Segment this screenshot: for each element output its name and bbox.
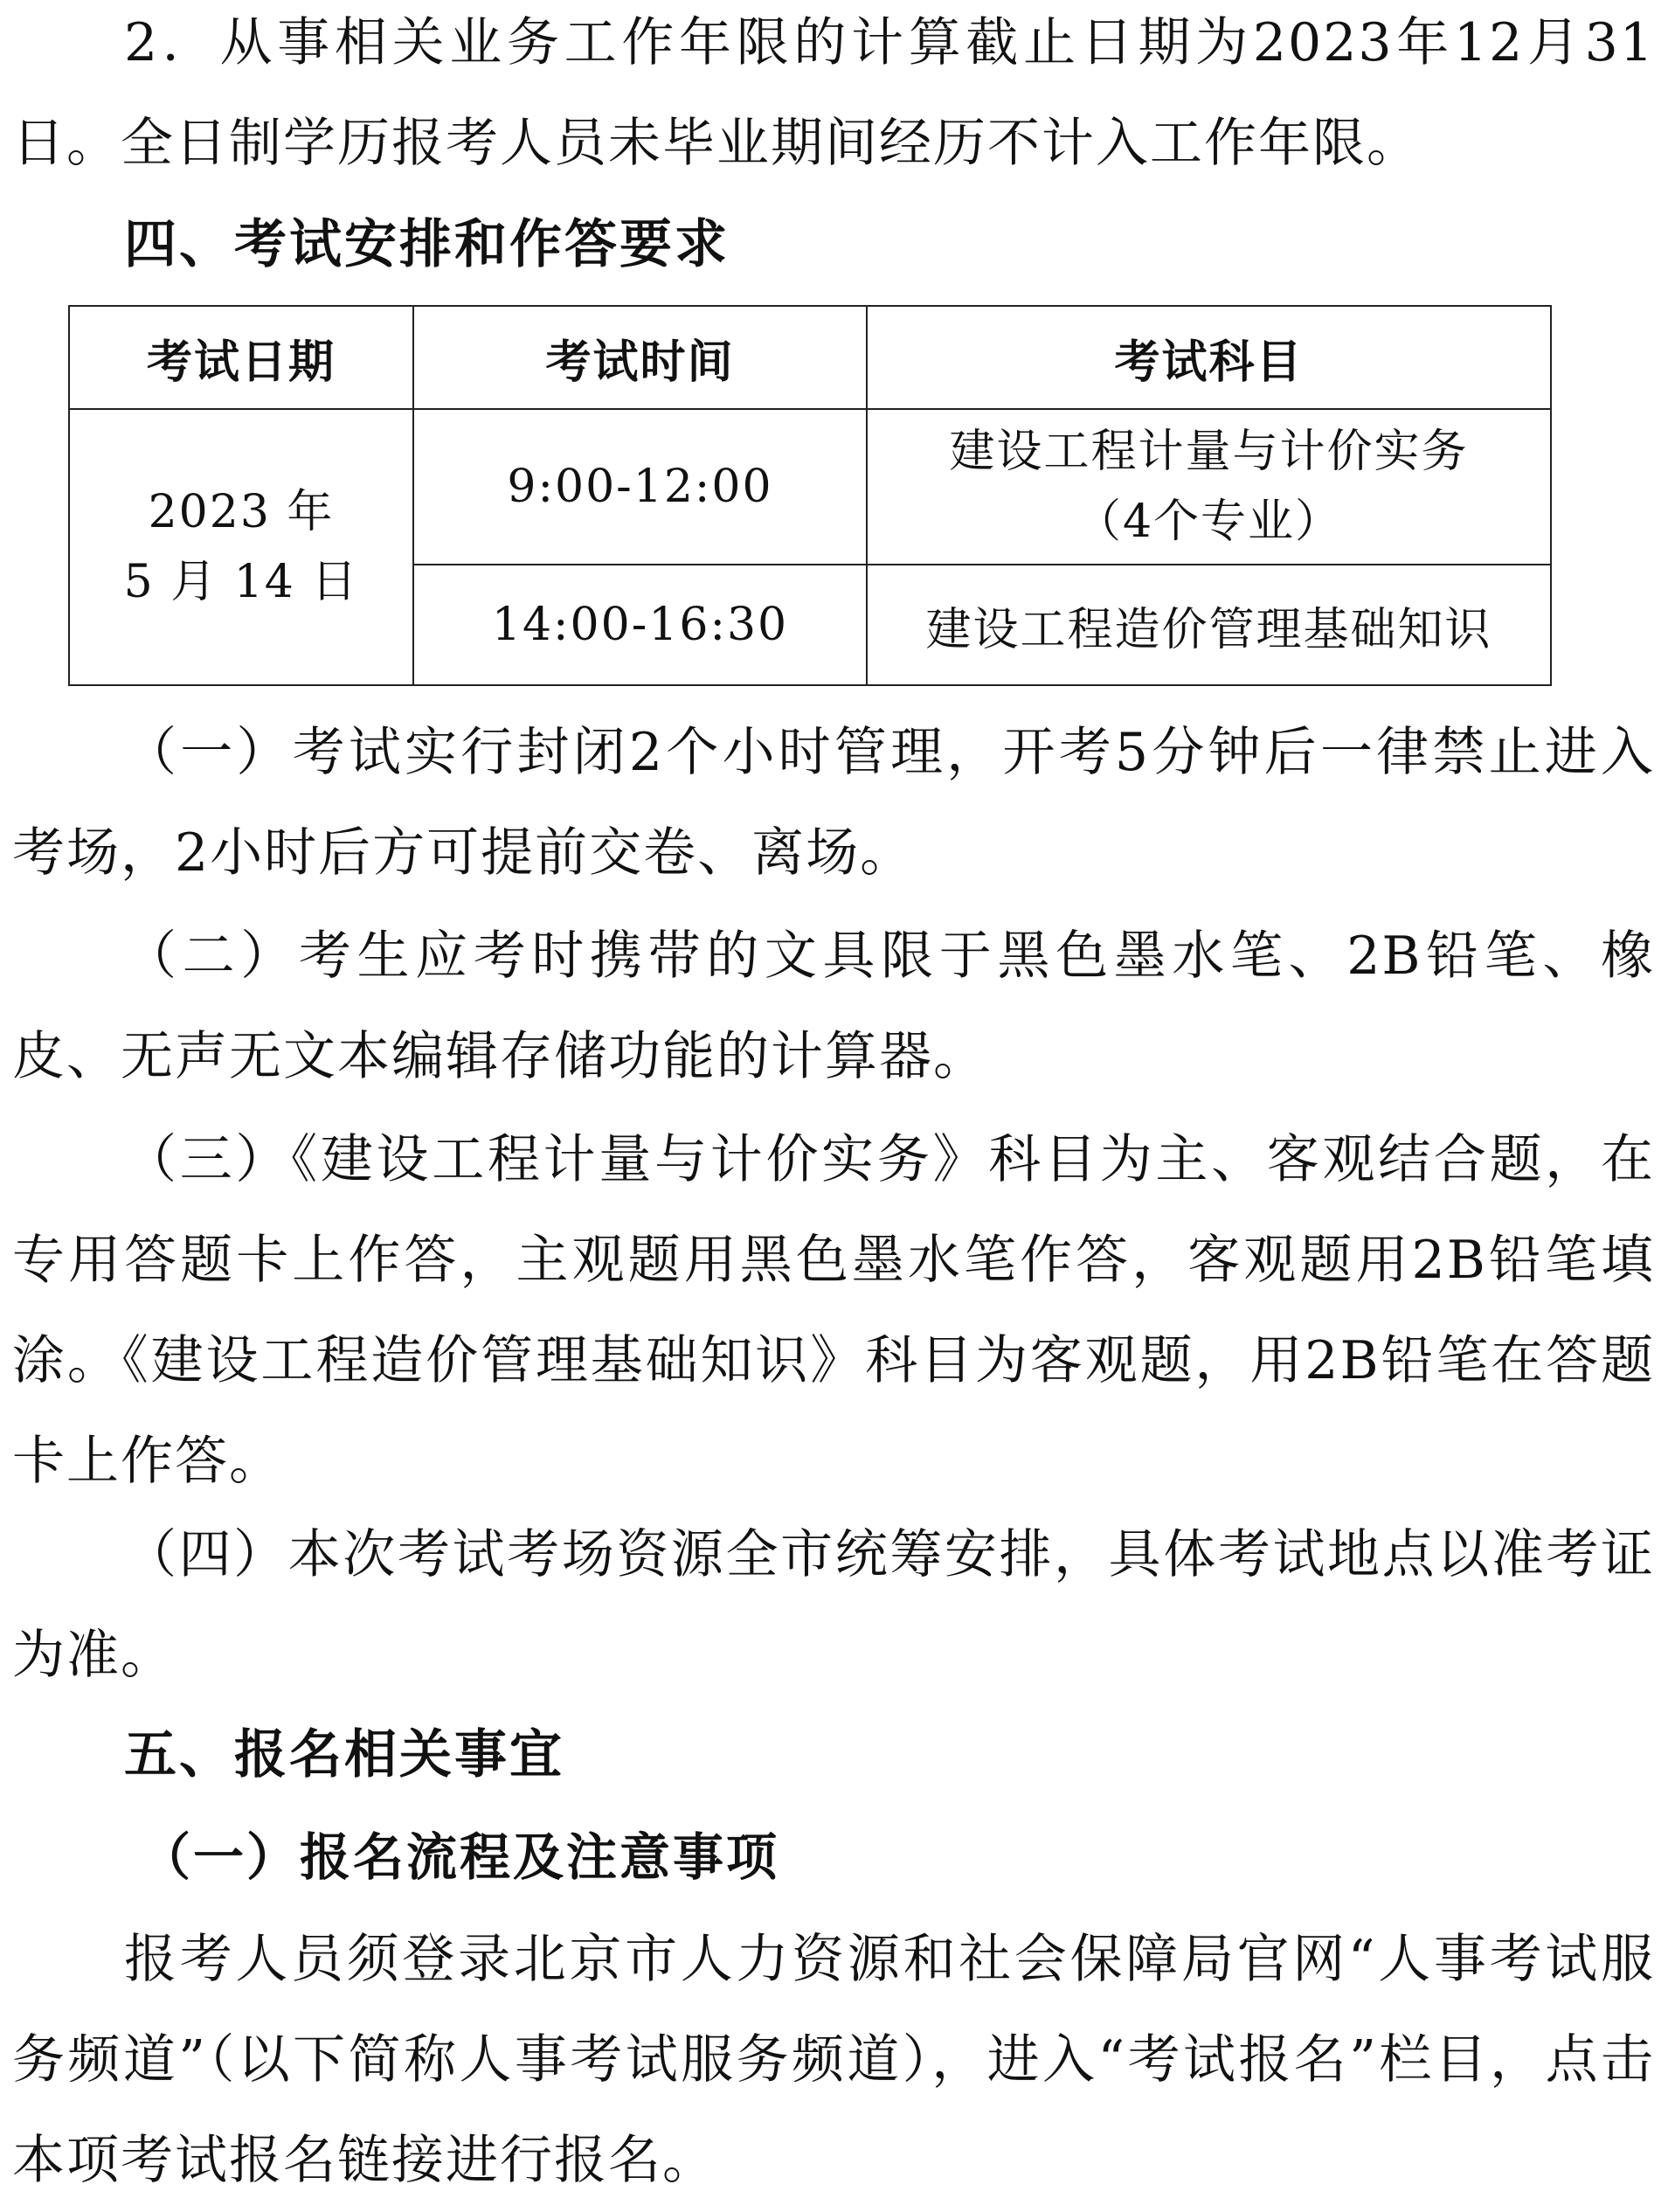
paragraph-answer-requirements: （三）《建设工程计量与计价实务》科目为主、客观结合题，在专用答题卡上作答，主观题用黑色墨水笔作答，客观题用2B铅笔填涂。《建设工程造价管理基础知识》科目为客观题，用2B铅笔在答题卡上作答。 [12,1129,1655,1492]
cell-exam-subject: 建设工程造价管理基础知识 [867,565,1551,685]
section-heading-registration: 五、报名相关事宜 [124,1724,564,1786]
cell-exam-time: 9:00-12:00 [413,409,867,565]
table-row [69,409,1551,565]
paragraph-work-years: 2．从事相关业务工作年限的计算截止日期为2023年12月31日。全日制学历报考人员未毕业期间经历不计入工作年限。 [12,12,1655,174]
cell-exam-subject [867,409,1551,565]
header-exam-time: 考试时间 [413,306,867,409]
exam-schedule-table [68,305,1552,686]
exam-date-year: 2023 年 [148,486,335,538]
exam-date-day: 5 月 14 日 [123,556,359,608]
paragraph-exam-venue: （四）本次考试考场资源全市统筹安排，具体考试地点以准考证为准。 [12,1524,1655,1686]
header-exam-subject: 考试科目 [867,306,1551,409]
cell-exam-time: 14:00-16:30 [413,565,867,685]
paragraph-registration-instructions: 报考人员须登录北京市人力资源和社会保障局官网“人事考试服务频道”（以下简称人事考试服务频道），进入“考试报名”栏目，点击本项考试报名链接进行报名。 [12,1929,1655,2191]
subject-name: 建设工程计量与计价实务 [949,426,1469,478]
cell-exam-date [69,409,413,685]
subject-note: （4个专业） [1075,496,1343,548]
section-heading-exam-arrangement: 四、考试安排和作答要求 [124,214,730,275]
table-header-row [69,306,1551,409]
header-exam-date: 考试日期 [69,306,413,409]
subheading-registration-process: （一）报名流程及注意事项 [140,1827,780,1887]
paragraph-stationery: （二）考生应考时携带的文具限于黑色墨水笔、2B铅笔、橡皮、无声无文本编辑存储功能的计算器。 [12,926,1655,1087]
paragraph-closed-management: （一）考试实行封闭2个小时管理，开考5分钟后一律禁止进入考场，2小时后方可提前交卷、离场。 [12,722,1655,884]
